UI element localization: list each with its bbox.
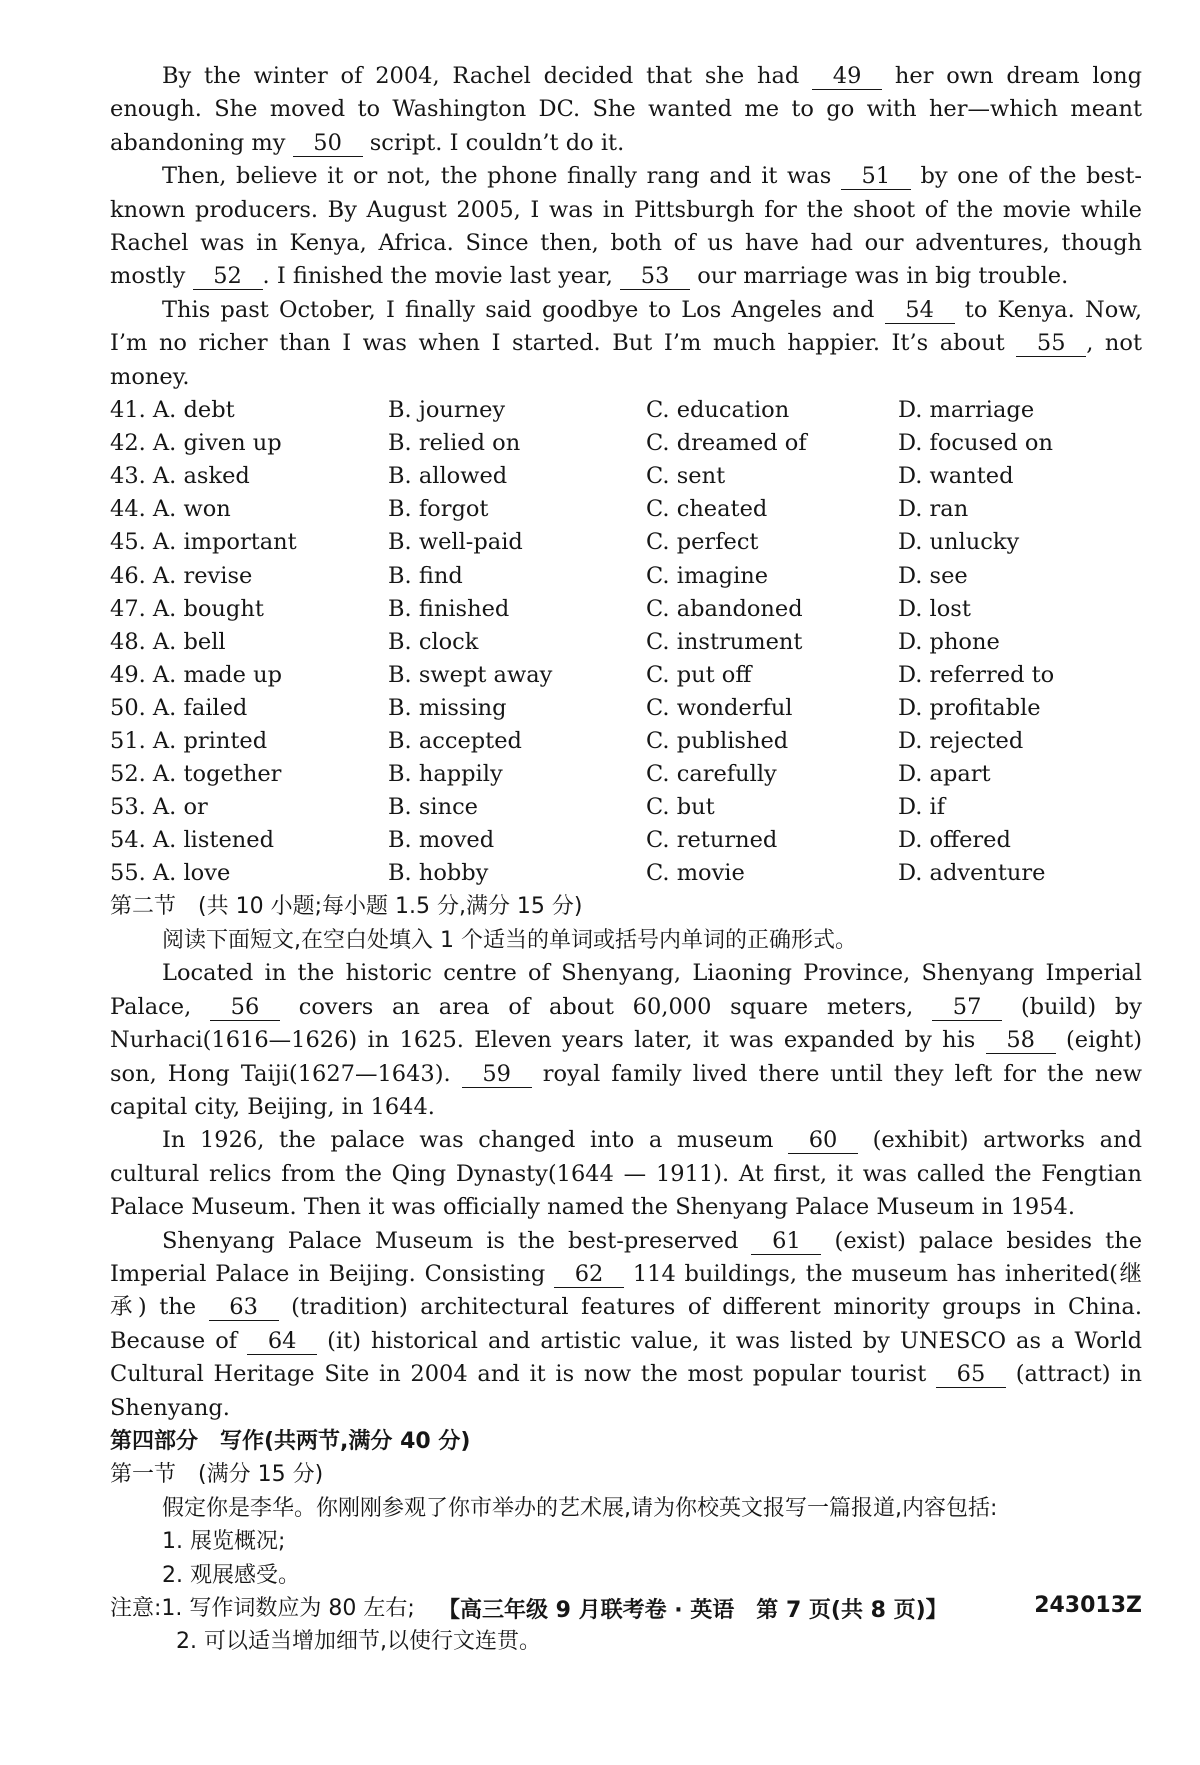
option-c: C. instrument [646, 628, 803, 655]
passage-paragraph-3: This past October, I finally said goodbye to Los Angeles and 54 to Kenya. Now, I’m no richer than I was when I started. But I’m much happier. It’s about 55 , not money. [110, 296, 1142, 390]
footer-title: 【高三年级 9 月联考卷 · 英语 第 7 页(共 8 页)】 [438, 1598, 948, 1623]
option-d: D. wanted [898, 463, 1014, 490]
option-d: D. if [898, 794, 946, 821]
option-b: B. hobby [388, 860, 489, 887]
option-a: 53. A. or [110, 794, 208, 821]
option-b: B. moved [388, 827, 495, 854]
blank-65: 65 [936, 1361, 1006, 1388]
option-row-44 [110, 493, 1142, 526]
option-d: D. adventure [898, 860, 1046, 887]
writing-note-2: 2. 可以适当增加细节,以使行文连贯。 [176, 1629, 541, 1655]
writing-item-1: 1. 展览概况; [162, 1529, 286, 1555]
section-2-heading: 第二节 (共 10 小题;每小题 1.5 分,满分 15 分) [110, 894, 583, 920]
blank-64: 64 [247, 1328, 317, 1355]
blank-51: 51 [841, 163, 911, 190]
writing-note-1: 注意:1. 写作词数应为 80 左右; [110, 1596, 415, 1621]
page-footer [110, 1593, 1142, 1633]
blank-60: 60 [788, 1127, 858, 1154]
option-c: C. sent [646, 463, 726, 490]
blank-52: 52 [193, 263, 263, 290]
option-d: D. phone [898, 628, 1000, 655]
blank-57: 57 [932, 994, 1002, 1021]
blank-58: 58 [986, 1027, 1056, 1054]
option-d: D. offered [898, 827, 1011, 854]
option-c: C. perfect [646, 529, 759, 556]
option-a: 44. A. won [110, 496, 231, 523]
option-d: D. lost [898, 595, 971, 622]
passage-paragraph-1: By the winter of 2004, Rachel decided that she had 49 her own dream long enough. She moved to Washington DC. She wanted me to go with her—which meant abandoning my 50 script. I couldn’t do it. [110, 63, 1142, 156]
option-row-50 [110, 692, 1142, 725]
footer-code: 243013Z [1034, 1593, 1142, 1618]
option-c: C. published [646, 728, 789, 754]
option-c: C. imagine [646, 562, 769, 589]
option-row-43 [110, 460, 1142, 493]
blank-53: 53 [620, 263, 690, 290]
option-row-41 [110, 394, 1142, 427]
option-row-45 [110, 526, 1142, 559]
option-a: 55. A. love [110, 860, 231, 887]
option-a: 42. A. given up [110, 430, 282, 457]
option-b: B. journey [388, 397, 506, 424]
writing-prompt: 假定你是李华。你刚刚参观了你市举办的艺术展,请为你校英文报写一篇报道,内容包括: [162, 1495, 998, 1521]
blank-61: 61 [751, 1228, 821, 1255]
option-c: C. returned [646, 827, 778, 854]
option-a: 41. A. debt [110, 397, 235, 424]
option-c: C. movie [646, 860, 745, 887]
option-row-53 [110, 791, 1142, 824]
option-row-47 [110, 593, 1142, 626]
option-c: C. wonderful [646, 694, 793, 721]
option-b: B. finished [388, 595, 510, 622]
option-c: C. education [646, 397, 790, 424]
option-b: B. clock [388, 628, 479, 655]
option-a: 49. A. made up [110, 661, 283, 688]
option-b: B. missing [388, 694, 507, 721]
option-row-51 [110, 725, 1142, 758]
option-a: 54. A. listened [110, 827, 274, 854]
option-d: D. rejected [898, 728, 1024, 754]
option-b: B. happily [388, 761, 503, 788]
option-b: B. forgot [388, 496, 489, 523]
option-d: D. profitable [898, 694, 1041, 721]
blank-62: 62 [554, 1261, 624, 1288]
passage-paragraph-2: Then, believe it or not, the phone finally rang and it was 51 by one of the best-known producers. By August 2005, I was in Pittsburgh for the shoot of the movie while Rachel was in Kenya, Africa. Since then, both of us have had our adventures, though mostly 52 . I finished the movie last year, 53 our marriage was in big trouble. [110, 163, 1142, 290]
option-a: 48. A. bell [110, 628, 226, 655]
option-a: 50. A. failed [110, 694, 248, 721]
option-a: 52. A. together [110, 761, 282, 788]
shenyang-paragraph-2: In 1926, the palace was changed into a museum 60 (exhibit) artworks and cultural relics from the Qing Dynasty(1644 — 1911). At first, it was called the Fengtian Palace Museum. Then it was officially named the Shenyang Palace Museum in 1954. [110, 1127, 1142, 1221]
option-d: D. ran [898, 496, 969, 523]
blank-54: 54 [885, 297, 955, 324]
option-b: B. allowed [388, 463, 508, 490]
part-4-section-1-heading: 第一节 (满分 15 分) [110, 1462, 324, 1488]
option-a: 46. A. revise [110, 562, 253, 589]
option-d: D. see [898, 562, 968, 589]
section-2-instruction: 阅读下面短文,在空白处填入 1 个适当的单词或括号内单词的正确形式。 [162, 927, 857, 953]
option-row-49 [110, 659, 1142, 692]
option-a: 43. A. asked [110, 463, 250, 490]
option-d: D. marriage [898, 397, 1035, 424]
shenyang-paragraph-3: Shenyang Palace Museum is the best-preserved 61 (exist) palace besides the Imperial Palace in Beijing. Consisting 62 114 buildings, the museum has inherited(继承) the 63 (tradition) architectural features of different minority groups in China. Because of 64 (it) historical and artistic value, it was listed by UNESCO as a World Cultural Heritage Site in 2004 and it is now the most popular tourist 65 (attract) in Shenyang. [110, 1227, 1143, 1421]
option-c: C. carefully [646, 761, 777, 788]
blank-59: 59 [462, 1061, 532, 1088]
blank-55: 55 [1016, 330, 1086, 357]
part-4-heading: 第四部分 写作(共两节,满分 40 分) [110, 1428, 471, 1454]
option-d: D. apart [898, 761, 991, 788]
option-b: B. well-paid [388, 529, 523, 556]
blank-50: 50 [293, 130, 363, 157]
option-row-48 [110, 626, 1142, 659]
option-row-55 [110, 857, 1142, 890]
option-a: 45. A. important [110, 529, 297, 556]
blank-56: 56 [210, 994, 280, 1021]
option-row-54 [110, 824, 1142, 857]
option-d: D. referred to [898, 661, 1055, 688]
option-c: C. dreamed of [646, 430, 807, 457]
option-b: B. find [388, 562, 463, 589]
option-b: B. relied on [388, 430, 521, 457]
writing-item-2: 2. 观展感受。 [162, 1562, 300, 1588]
option-b: B. accepted [388, 728, 522, 754]
option-c: C. abandoned [646, 595, 803, 622]
shenyang-paragraph-1: Located in the historic centre of Shenyang, Liaoning Province, Shenyang Imperial Palace, 56 covers an area of about 60,000 square meters, 57 (build) by Nurhaci(1616—1626) in 1625. Eleven years later, it was expanded by his 58 (eight) son, Hong Taiji(1627—1643). 59 royal family lived there until they left for the new capital city, Beijing, in 1644. [110, 960, 1143, 1120]
blank-49: 49 [812, 63, 882, 90]
option-a: 47. A. bought [110, 595, 264, 622]
blank-63: 63 [209, 1294, 279, 1321]
option-b: B. swept away [388, 661, 553, 688]
answer-options [110, 394, 1142, 890]
option-a: 51. A. printed [110, 728, 268, 754]
option-b: B. since [388, 794, 478, 821]
option-d: D. focused on [898, 430, 1053, 457]
option-row-42 [110, 427, 1142, 460]
option-d: D. unlucky [898, 529, 1020, 556]
option-row-46 [110, 560, 1142, 593]
option-row-52 [110, 758, 1142, 791]
option-c: C. put off [646, 661, 752, 688]
option-c: C. cheated [646, 496, 768, 523]
option-c: C. but [646, 794, 715, 821]
